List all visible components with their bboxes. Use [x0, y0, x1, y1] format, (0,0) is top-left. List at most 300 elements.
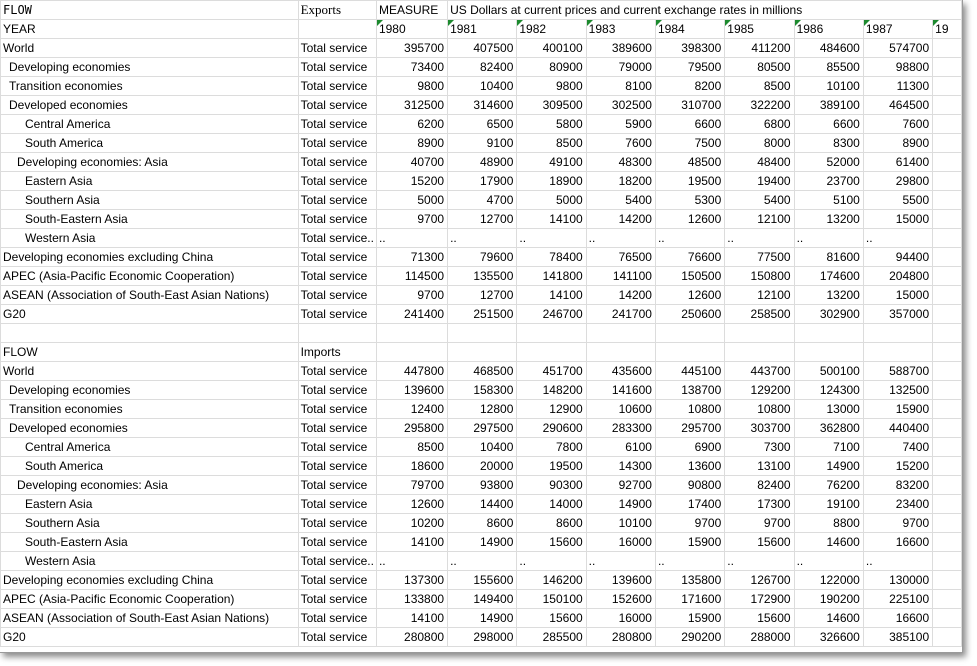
cell-value[interactable]: 6100	[586, 438, 655, 457]
cell-region-name[interactable]: Western Asia	[1, 552, 299, 571]
cell-value[interactable]: 93800	[448, 476, 517, 495]
cell-value[interactable]: 79700	[376, 476, 447, 495]
cell-value[interactable]: 283300	[586, 419, 655, 438]
cell-value[interactable]: ..	[655, 229, 724, 248]
cell-category[interactable]: Total service	[298, 58, 376, 77]
cell-region-name[interactable]: Eastern Asia	[1, 172, 299, 191]
cell-region-name[interactable]: Developing economies: Asia	[1, 476, 299, 495]
cell-value[interactable]: 16000	[586, 533, 655, 552]
cell-value[interactable]: 12600	[655, 286, 724, 305]
cell-value[interactable]: 141100	[586, 267, 655, 286]
cell-value[interactable]: 6900	[655, 438, 724, 457]
cell-region-name[interactable]: Western Asia	[1, 229, 299, 248]
cell-year[interactable]: 1980	[376, 20, 447, 39]
cell-value[interactable]: 12600	[376, 495, 447, 514]
cell-value[interactable]: 295800	[376, 419, 447, 438]
cell-value[interactable]: 10200	[376, 514, 447, 533]
cell-value[interactable]	[933, 495, 962, 514]
cell-value[interactable]: 14300	[586, 457, 655, 476]
cell-region-name[interactable]: Developing economies	[1, 381, 299, 400]
cell-value[interactable]: 362800	[794, 419, 863, 438]
cell-category[interactable]: Total service	[298, 172, 376, 191]
cell-region-name[interactable]: Eastern Asia	[1, 495, 299, 514]
cell-empty[interactable]	[448, 324, 517, 343]
cell-value[interactable]: 8900	[863, 134, 932, 153]
cell-value[interactable]: 15900	[655, 609, 724, 628]
cell-value[interactable]: 137300	[376, 571, 447, 590]
cell-value[interactable]	[933, 210, 962, 229]
cell-value[interactable]: 6600	[655, 115, 724, 134]
cell-value[interactable]: 48500	[655, 153, 724, 172]
cell-region-name[interactable]: G20	[1, 305, 299, 324]
cell-empty[interactable]	[863, 324, 932, 343]
cell-value[interactable]: ..	[448, 552, 517, 571]
cell-value[interactable]	[933, 381, 962, 400]
cell-value[interactable]: 19100	[794, 495, 863, 514]
cell-value[interactable]: 484600	[794, 39, 863, 58]
cell-value[interactable]: 290200	[655, 628, 724, 647]
cell-value[interactable]: 11300	[863, 77, 932, 96]
cell-value[interactable]: 129200	[725, 381, 794, 400]
cell-value[interactable]	[933, 134, 962, 153]
cell-value[interactable]: 8100	[586, 77, 655, 96]
cell-category[interactable]: Total service	[298, 419, 376, 438]
cell-value[interactable]: 18200	[586, 172, 655, 191]
cell-value[interactable]: 14200	[586, 210, 655, 229]
cell-value[interactable]	[933, 248, 962, 267]
cell-year[interactable]: 1982	[517, 20, 586, 39]
cell-value[interactable]: 8600	[517, 514, 586, 533]
cell-value[interactable]: 15000	[863, 286, 932, 305]
cell-value[interactable]: 8800	[794, 514, 863, 533]
cell-value[interactable]: 15600	[725, 533, 794, 552]
cell-flow-value[interactable]: Imports	[298, 343, 376, 362]
cell-value[interactable]: 326600	[794, 628, 863, 647]
cell-value[interactable]: ..	[725, 552, 794, 571]
cell-region-name[interactable]: Developing economies	[1, 58, 299, 77]
cell-value[interactable]: 29800	[863, 172, 932, 191]
cell-value[interactable]	[933, 419, 962, 438]
cell-value[interactable]: 5800	[517, 115, 586, 134]
cell-value[interactable]: 23400	[863, 495, 932, 514]
cell-value[interactable]: 6800	[725, 115, 794, 134]
cell-value[interactable]: 250600	[655, 305, 724, 324]
cell-region-name[interactable]: Developed economies	[1, 96, 299, 115]
cell-value[interactable]: 7800	[517, 438, 586, 457]
cell-category[interactable]: Total service	[298, 248, 376, 267]
cell-value[interactable]: 12800	[448, 400, 517, 419]
cell-region-name[interactable]: G20	[1, 628, 299, 647]
cell-value[interactable]	[933, 39, 962, 58]
cell-region-name[interactable]: Developing economies excluding China	[1, 248, 299, 267]
cell-region-name[interactable]: World	[1, 362, 299, 381]
cell-value[interactable]: 48900	[448, 153, 517, 172]
cell-category[interactable]: Total service	[298, 400, 376, 419]
cell-value[interactable]: 79500	[655, 58, 724, 77]
cell-flow-value[interactable]: Exports	[298, 1, 376, 20]
cell-value[interactable]: 5100	[794, 191, 863, 210]
cell-empty[interactable]	[794, 324, 863, 343]
cell-value[interactable]: 130000	[863, 571, 932, 590]
cell-value[interactable]: 13000	[794, 400, 863, 419]
cell-value[interactable]	[933, 153, 962, 172]
cell-value[interactable]	[933, 476, 962, 495]
cell-value[interactable]: ..	[376, 552, 447, 571]
cell-category[interactable]: Total service	[298, 609, 376, 628]
cell-region-name[interactable]: South America	[1, 134, 299, 153]
cell-value[interactable]: 411200	[725, 39, 794, 58]
cell-region-name[interactable]: World	[1, 39, 299, 58]
cell-value[interactable]: 98800	[863, 58, 932, 77]
cell-value[interactable]: 10600	[586, 400, 655, 419]
cell-category[interactable]: Total service	[298, 381, 376, 400]
cell-category[interactable]: Total service	[298, 495, 376, 514]
cell-empty[interactable]	[376, 324, 447, 343]
cell-value[interactable]: 8500	[376, 438, 447, 457]
cell-value[interactable]: 8300	[794, 134, 863, 153]
cell-value[interactable]: 303700	[725, 419, 794, 438]
cell-value[interactable]: 13600	[655, 457, 724, 476]
cell-value[interactable]: 15200	[376, 172, 447, 191]
cell-empty[interactable]	[376, 343, 447, 362]
cell-value[interactable]: 395700	[376, 39, 447, 58]
cell-value[interactable]	[933, 590, 962, 609]
cell-region-name[interactable]: South-Eastern Asia	[1, 533, 299, 552]
cell-value[interactable]: ..	[655, 552, 724, 571]
cell-category[interactable]: Total service	[298, 362, 376, 381]
cell-value[interactable]: 79000	[586, 58, 655, 77]
cell-value[interactable]: 14900	[448, 533, 517, 552]
cell-value[interactable]: 18900	[517, 172, 586, 191]
cell-value[interactable]: 82400	[448, 58, 517, 77]
cell-value[interactable]: 241400	[376, 305, 447, 324]
cell-value[interactable]: 61400	[863, 153, 932, 172]
cell-value[interactable]: 310700	[655, 96, 724, 115]
cell-value[interactable]: 285500	[517, 628, 586, 647]
cell-empty[interactable]	[863, 343, 932, 362]
cell-category[interactable]: Total service	[298, 115, 376, 134]
cell-value[interactable]: 19500	[655, 172, 724, 191]
cell-value[interactable]	[933, 533, 962, 552]
cell-value[interactable]	[933, 96, 962, 115]
cell-value[interactable]: 146200	[517, 571, 586, 590]
cell-value[interactable]: 94400	[863, 248, 932, 267]
cell-value[interactable]: 12700	[448, 286, 517, 305]
cell-value[interactable]: 6200	[376, 115, 447, 134]
cell-value[interactable]: 15900	[863, 400, 932, 419]
cell-value[interactable]: 451700	[517, 362, 586, 381]
cell-value[interactable]: 298000	[448, 628, 517, 647]
cell-value[interactable]: 9700	[655, 514, 724, 533]
cell-value[interactable]: 155600	[448, 571, 517, 590]
cell-value[interactable]: 78400	[517, 248, 586, 267]
cell-value[interactable]: 6500	[448, 115, 517, 134]
cell-year[interactable]: 1983	[586, 20, 655, 39]
cell-value[interactable]: 5900	[586, 115, 655, 134]
cell-value[interactable]: 122000	[794, 571, 863, 590]
cell-empty[interactable]	[655, 343, 724, 362]
cell-region-name[interactable]: ASEAN (Association of South-East Asian Nations)	[1, 286, 299, 305]
cell-value[interactable]: ..	[863, 552, 932, 571]
cell-value[interactable]: 73400	[376, 58, 447, 77]
cell-value[interactable]: 9800	[376, 77, 447, 96]
cell-value[interactable]: 14100	[517, 286, 586, 305]
cell-value[interactable]: 174600	[794, 267, 863, 286]
cell-value[interactable]: 139600	[586, 571, 655, 590]
cell-value[interactable]: 48300	[586, 153, 655, 172]
cell-value[interactable]: ..	[517, 552, 586, 571]
cell-value[interactable]: 14600	[794, 533, 863, 552]
cell-region-name[interactable]: Developed economies	[1, 419, 299, 438]
cell-value[interactable]: 13200	[794, 286, 863, 305]
cell-value[interactable]: 9700	[376, 286, 447, 305]
cell-value[interactable]: 5400	[725, 191, 794, 210]
cell-value[interactable]: 312500	[376, 96, 447, 115]
cell-value[interactable]: ..	[586, 229, 655, 248]
cell-value[interactable]: 15000	[863, 210, 932, 229]
cell-value[interactable]: 8000	[725, 134, 794, 153]
cell-value[interactable]: 398300	[655, 39, 724, 58]
cell-value[interactable]: 500100	[794, 362, 863, 381]
cell-value[interactable]: 12100	[725, 210, 794, 229]
cell-category[interactable]: Total service..	[298, 552, 376, 571]
cell-value[interactable]	[933, 267, 962, 286]
cell-value[interactable]: 15900	[655, 533, 724, 552]
cell-value[interactable]: 7100	[794, 438, 863, 457]
cell-value[interactable]: 440400	[863, 419, 932, 438]
cell-value[interactable]: 10800	[655, 400, 724, 419]
cell-value[interactable]: 443700	[725, 362, 794, 381]
cell-value[interactable]: 133800	[376, 590, 447, 609]
cell-value[interactable]: 10800	[725, 400, 794, 419]
cell-value[interactable]: 81600	[794, 248, 863, 267]
cell-value[interactable]: 19400	[725, 172, 794, 191]
cell-value[interactable]: 124300	[794, 381, 863, 400]
cell-category[interactable]: Total service	[298, 191, 376, 210]
cell-value[interactable]: 80500	[725, 58, 794, 77]
cell-value[interactable]: 150800	[725, 267, 794, 286]
cell-value[interactable]: 8500	[725, 77, 794, 96]
cell-region-name[interactable]: Southern Asia	[1, 191, 299, 210]
cell-value[interactable]	[933, 115, 962, 134]
cell-value[interactable]: 8600	[448, 514, 517, 533]
cell-empty[interactable]	[298, 20, 376, 39]
cell-value[interactable]: 126700	[725, 571, 794, 590]
cell-value[interactable]: 297500	[448, 419, 517, 438]
cell-value[interactable]: 314600	[448, 96, 517, 115]
cell-measure-value[interactable]: US Dollars at current prices and current exchange rates in millions	[448, 1, 962, 20]
cell-value[interactable]	[933, 514, 962, 533]
cell-value[interactable]: ..	[794, 229, 863, 248]
cell-value[interactable]: 8900	[376, 134, 447, 153]
cell-value[interactable]: 357000	[863, 305, 932, 324]
cell-value[interactable]: 150500	[655, 267, 724, 286]
cell-value[interactable]: 6600	[794, 115, 863, 134]
cell-value[interactable]: 138700	[655, 381, 724, 400]
cell-value[interactable]: 14400	[448, 495, 517, 514]
cell-value[interactable]: 389100	[794, 96, 863, 115]
cell-value[interactable]	[933, 362, 962, 381]
cell-value[interactable]	[933, 438, 962, 457]
cell-value[interactable]: 16600	[863, 609, 932, 628]
cell-value[interactable]: 7500	[655, 134, 724, 153]
cell-value[interactable]: 7600	[863, 115, 932, 134]
cell-value[interactable]: 400100	[517, 39, 586, 58]
cell-value[interactable]: 90800	[655, 476, 724, 495]
cell-value[interactable]: 588700	[863, 362, 932, 381]
cell-empty[interactable]	[933, 324, 962, 343]
cell-value[interactable]: 14900	[794, 457, 863, 476]
cell-value[interactable]: ..	[448, 229, 517, 248]
cell-value[interactable]: 5500	[863, 191, 932, 210]
cell-value[interactable]: 141600	[586, 381, 655, 400]
cell-category[interactable]: Total service	[298, 96, 376, 115]
cell-value[interactable]: 5000	[376, 191, 447, 210]
cell-value[interactable]: 9800	[517, 77, 586, 96]
cell-region-name[interactable]: South America	[1, 457, 299, 476]
cell-value[interactable]: 14900	[448, 609, 517, 628]
cell-value[interactable]: 4700	[448, 191, 517, 210]
cell-empty[interactable]	[655, 324, 724, 343]
cell-year[interactable]: 1987	[863, 20, 932, 39]
cell-category[interactable]: Total service	[298, 457, 376, 476]
cell-value[interactable]: ..	[376, 229, 447, 248]
cell-value[interactable]: ..	[586, 552, 655, 571]
cell-value[interactable]: 15600	[517, 533, 586, 552]
cell-value[interactable]: 172900	[725, 590, 794, 609]
cell-value[interactable]: 12600	[655, 210, 724, 229]
cell-value[interactable]: 82400	[725, 476, 794, 495]
cell-value[interactable]: 17900	[448, 172, 517, 191]
cell-value[interactable]: 280800	[586, 628, 655, 647]
cell-category[interactable]: Total service	[298, 438, 376, 457]
cell-value[interactable]: 135800	[655, 571, 724, 590]
cell-value[interactable]	[933, 457, 962, 476]
cell-value[interactable]: 141800	[517, 267, 586, 286]
cell-value[interactable]: 79600	[448, 248, 517, 267]
cell-value[interactable]: 251500	[448, 305, 517, 324]
cell-value[interactable]: 77500	[725, 248, 794, 267]
cell-region-name[interactable]: Southern Asia	[1, 514, 299, 533]
cell-year[interactable]: 1984	[655, 20, 724, 39]
cell-value[interactable]: 150100	[517, 590, 586, 609]
cell-category[interactable]: Total service	[298, 77, 376, 96]
cell-category[interactable]: Total service	[298, 153, 376, 172]
cell-value[interactable]: 83200	[863, 476, 932, 495]
cell-value[interactable]: 14100	[376, 533, 447, 552]
cell-value[interactable]: 14900	[586, 495, 655, 514]
cell-empty[interactable]	[586, 324, 655, 343]
cell-value[interactable]: 90300	[517, 476, 586, 495]
cell-category[interactable]: Total service	[298, 476, 376, 495]
cell-value[interactable]: 295700	[655, 419, 724, 438]
cell-region-name[interactable]: APEC (Asia-Pacific Economic Cooperation)	[1, 590, 299, 609]
cell-value[interactable]: 435600	[586, 362, 655, 381]
cell-value[interactable]	[933, 191, 962, 210]
cell-flow-label[interactable]: FLOW	[1, 343, 299, 362]
cell-value[interactable]: 132500	[863, 381, 932, 400]
cell-value[interactable]: 152600	[586, 590, 655, 609]
cell-value[interactable]: 14600	[794, 609, 863, 628]
cell-region-name[interactable]: APEC (Asia-Pacific Economic Cooperation)	[1, 267, 299, 286]
cell-value[interactable]: 114500	[376, 267, 447, 286]
cell-region-name[interactable]: Central America	[1, 115, 299, 134]
cell-region-name[interactable]: Developing economies excluding China	[1, 571, 299, 590]
cell-measure-label[interactable]: MEASURE	[376, 1, 447, 20]
cell-value[interactable]: 71300	[376, 248, 447, 267]
cell-empty[interactable]	[448, 343, 517, 362]
cell-value[interactable]: 76200	[794, 476, 863, 495]
cell-value[interactable]: 468500	[448, 362, 517, 381]
cell-value[interactable]: 17300	[725, 495, 794, 514]
cell-value[interactable]: 158300	[448, 381, 517, 400]
cell-value[interactable]: 5400	[586, 191, 655, 210]
cell-value[interactable]: 52000	[794, 153, 863, 172]
cell-value[interactable]: 9700	[863, 514, 932, 533]
cell-year[interactable]: 1985	[725, 20, 794, 39]
cell-year[interactable]: 19	[933, 20, 962, 39]
cell-value[interactable]: 204800	[863, 267, 932, 286]
cell-category[interactable]: Total service	[298, 39, 376, 58]
cell-category[interactable]: Total service	[298, 305, 376, 324]
cell-value[interactable]	[933, 172, 962, 191]
cell-value[interactable]: 40700	[376, 153, 447, 172]
cell-value[interactable]: 13100	[725, 457, 794, 476]
cell-category[interactable]: Total service	[298, 267, 376, 286]
cell-value[interactable]: 322200	[725, 96, 794, 115]
cell-value[interactable]: 7300	[725, 438, 794, 457]
cell-category[interactable]: Total service	[298, 514, 376, 533]
cell-category[interactable]: Total service..	[298, 229, 376, 248]
cell-value[interactable]: 15600	[517, 609, 586, 628]
cell-year[interactable]: 1981	[448, 20, 517, 39]
cell-value[interactable]: 23700	[794, 172, 863, 191]
cell-category[interactable]: Total service	[298, 590, 376, 609]
cell-value[interactable]: 16600	[863, 533, 932, 552]
cell-region-name[interactable]: Transition economies	[1, 77, 299, 96]
cell-value[interactable]: ..	[794, 552, 863, 571]
cell-value[interactable]: 302900	[794, 305, 863, 324]
cell-value[interactable]: 10400	[448, 438, 517, 457]
cell-year-label[interactable]: YEAR	[1, 20, 299, 39]
cell-value[interactable]: 258500	[725, 305, 794, 324]
cell-value[interactable]: 12100	[725, 286, 794, 305]
cell-value[interactable]: 445100	[655, 362, 724, 381]
cell-region-name[interactable]: ASEAN (Association of South-East Asian Nations)	[1, 609, 299, 628]
cell-value[interactable]: 17400	[655, 495, 724, 514]
cell-value[interactable]: 464500	[863, 96, 932, 115]
cell-value[interactable]: 16000	[586, 609, 655, 628]
cell-value[interactable]: 76600	[655, 248, 724, 267]
cell-value[interactable]	[933, 77, 962, 96]
cell-value[interactable]	[933, 229, 962, 248]
cell-value[interactable]	[933, 609, 962, 628]
cell-year[interactable]: 1986	[794, 20, 863, 39]
cell-value[interactable]: 149400	[448, 590, 517, 609]
cell-value[interactable]: 85500	[794, 58, 863, 77]
cell-value[interactable]: 15600	[725, 609, 794, 628]
cell-value[interactable]: ..	[725, 229, 794, 248]
cell-empty[interactable]	[1, 324, 299, 343]
cell-value[interactable]: 9700	[376, 210, 447, 229]
cell-value[interactable]: 13200	[794, 210, 863, 229]
cell-value[interactable]: 246700	[517, 305, 586, 324]
cell-value[interactable]: 12400	[376, 400, 447, 419]
cell-value[interactable]	[933, 552, 962, 571]
cell-value[interactable]: 18600	[376, 457, 447, 476]
cell-value[interactable]: 389600	[586, 39, 655, 58]
cell-value[interactable]: 19500	[517, 457, 586, 476]
